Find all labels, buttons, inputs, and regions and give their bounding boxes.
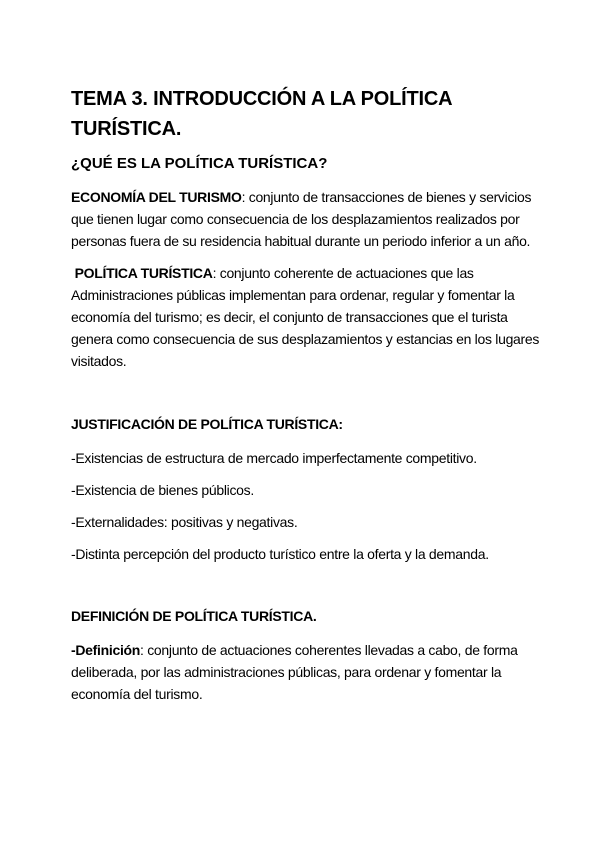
definition-paragraph xyxy=(71,639,541,705)
definition-term: -Definición xyxy=(71,642,141,658)
document-title: TEMA 3. INTRODUCCIÓN A LA POLÍTICA TURÍSTICA. xyxy=(71,88,452,140)
definition-text: : conjunto coherente de actuaciones que las Administraciones públicas implementan para ordenar, regular y fomentar la economía del turismo; es decir, el conjunto de transacciones que el turista genera como consecuencia de sus desplazamientos y estancias en los lugares visitados. xyxy=(71,265,540,369)
definicion-heading: DEFINICIÓN DE POLÍTICA TURÍSTICA. xyxy=(71,608,317,624)
justificacion-heading: JUSTIFICACIÓN DE POLÍTICA TURÍSTICA: xyxy=(71,416,343,432)
definition-text: : conjunto de actuaciones coherentes llevadas a cabo, de forma deliberada, por las administraciones públicas, para ordenar y fomentar la economía del turismo. xyxy=(71,642,518,702)
definition-term: POLÍTICA TURÍSTICA xyxy=(74,265,213,281)
definition-text: : conjunto de transacciones de bienes y servicios que tienen lugar como consecuencia de los desplazamientos realizados por personas fuera de su residencia habitual durante un periodo inferior a un año. xyxy=(71,189,532,249)
document-page xyxy=(71,84,541,715)
section-subtitle: ¿QUÉ ES LA POLÍTICA TURÍSTICA? xyxy=(71,155,328,172)
list-item: -Existencias de estructura de mercado imperfectamente competitivo. xyxy=(71,450,477,466)
list-item: -Distinta percepción del producto turístico entre la oferta y la demanda. xyxy=(71,546,489,562)
spacer xyxy=(71,382,541,413)
definition-economia-turismo xyxy=(71,186,541,252)
list-item: -Existencia de bienes públicos. xyxy=(71,482,254,498)
spacer xyxy=(71,575,541,605)
list-item: -Externalidades: positivas y negativas. xyxy=(71,514,298,530)
definition-term: ECONOMÍA DEL TURISMO xyxy=(71,189,242,205)
definition-politica-turistica xyxy=(71,262,541,372)
